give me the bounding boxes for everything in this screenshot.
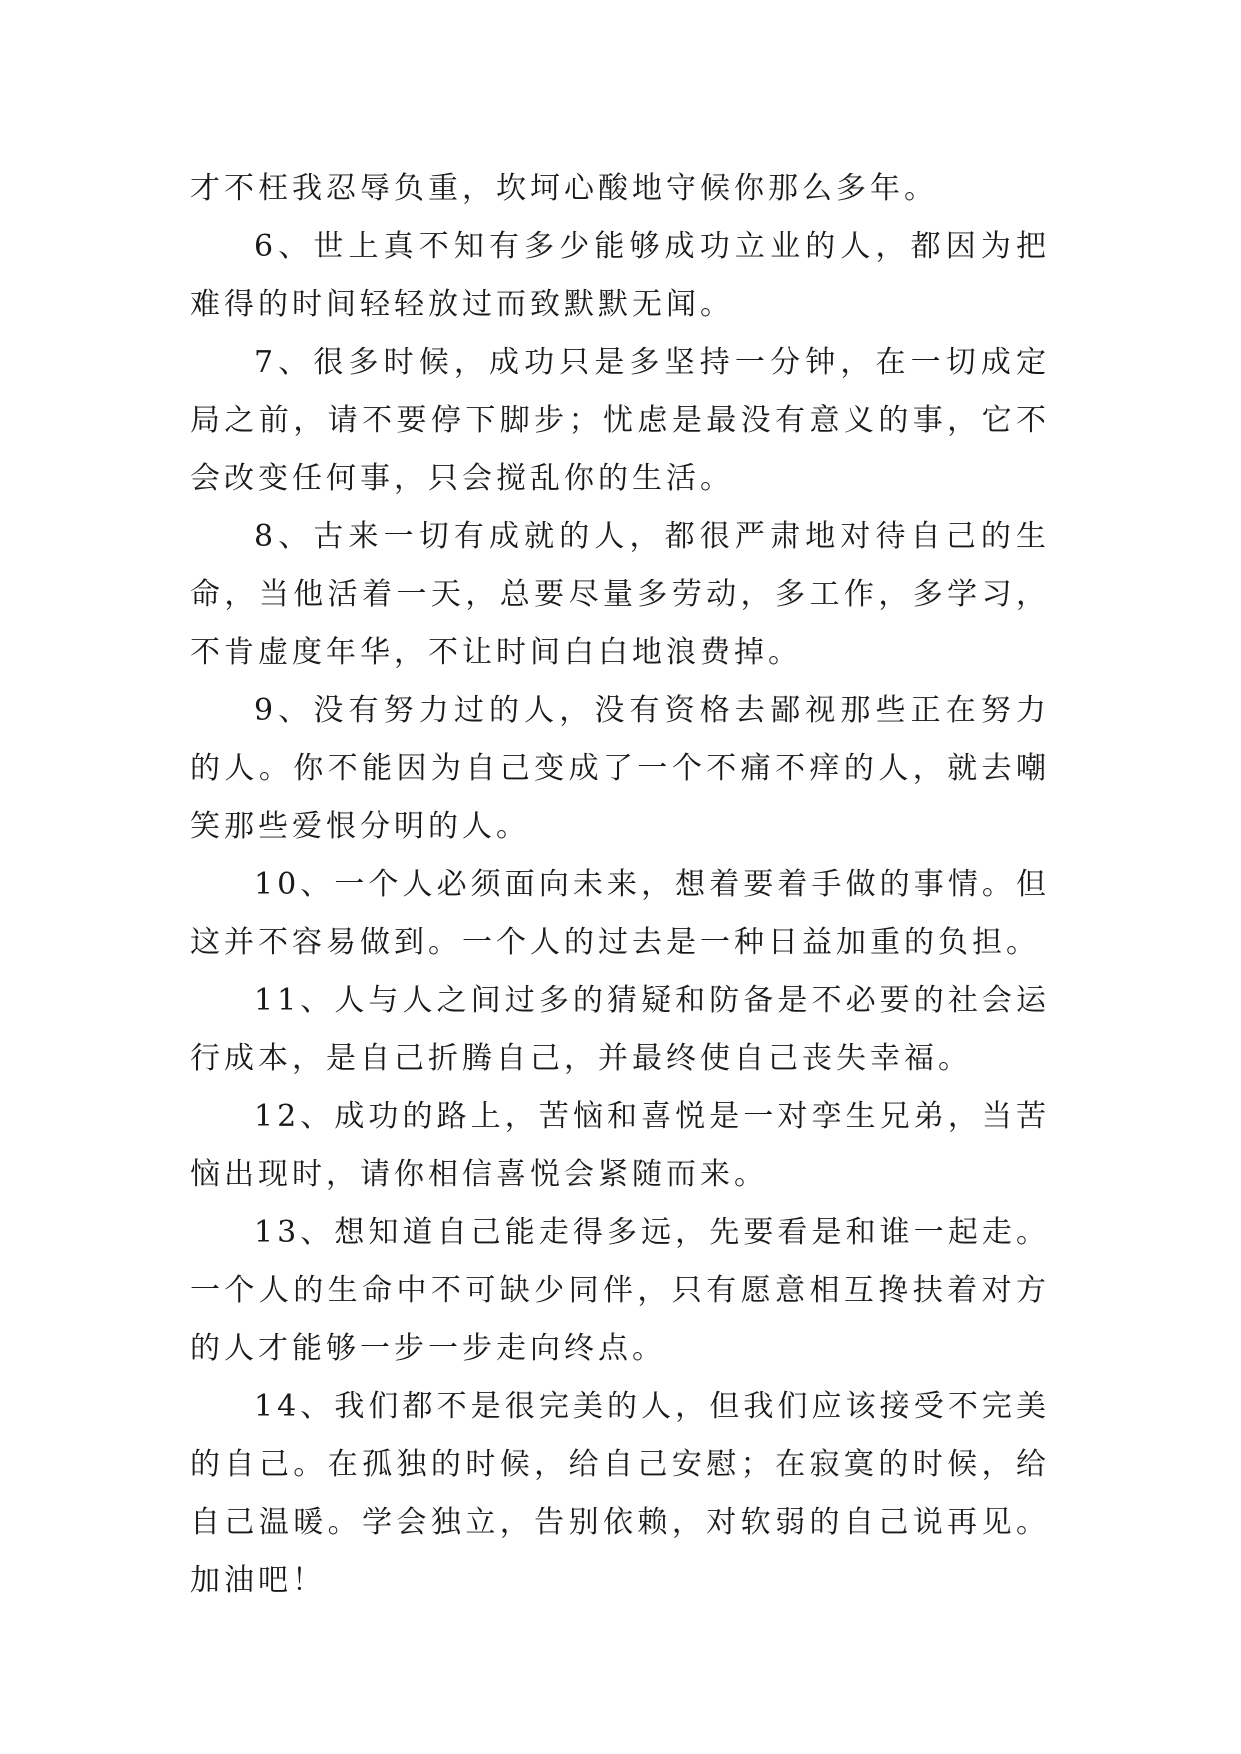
paragraph-continuation: 才不枉我忍辱负重，坎坷心酸地守候你那么多年。: [190, 171, 938, 206]
paragraph-item-8: 8、古来一切有成就的人，都很严肃地对待自己的生命，当他活着一天，总要尽量多劳动，多工作，多学习，不肯虚度年华，不让时间白白地浪费掉。: [190, 519, 1050, 670]
paragraph-item-9: 9、没有努力过的人，没有资格去鄙视那些正在努力的人。你不能因为自己变成了一个不痛不痒的人，就去嘲笑那些爱恨分明的人。: [190, 693, 1050, 844]
paragraph-item-13: 13、想知道自己能走得多远，先要看是和谁一起走。一个人的生命中不可缺少同伴，只有愿意相互搀扶着对方的人才能够一步一步走向终点。: [190, 1215, 1050, 1366]
document-body: [190, 160, 1050, 1610]
paragraph-item-7: 7、很多时候，成功只是多坚持一分钟，在一切成定局之前，请不要停下脚步；忧虑是最没有意义的事，它不会改变任何事，只会搅乱你的生活。: [190, 345, 1050, 496]
paragraph-item-11: 11、人与人之间过多的猜疑和防备是不必要的社会运行成本，是自己折腾自己，并最终使自己丧失幸福。: [190, 983, 1050, 1076]
paragraph-item-6: 6、世上真不知有多少能够成功立业的人，都因为把难得的时间轻轻放过而致默默无闻。: [190, 229, 1050, 322]
paragraph-item-10: 10、一个人必须面向未来，想着要着手做的事情。但这并不容易做到。一个人的过去是一种日益加重的负担。: [190, 867, 1050, 960]
paragraph-item-12: 12、成功的路上，苦恼和喜悦是一对孪生兄弟，当苦恼出现时，请你相信喜悦会紧随而来。: [190, 1099, 1050, 1192]
paragraph-item-14: 14、我们都不是很完美的人，但我们应该接受不完美的自己。在孤独的时候，给自己安慰；在寂寞的时候，给自己温暖。学会独立，告别依赖，对软弱的自己说再见。加油吧！: [190, 1389, 1050, 1598]
